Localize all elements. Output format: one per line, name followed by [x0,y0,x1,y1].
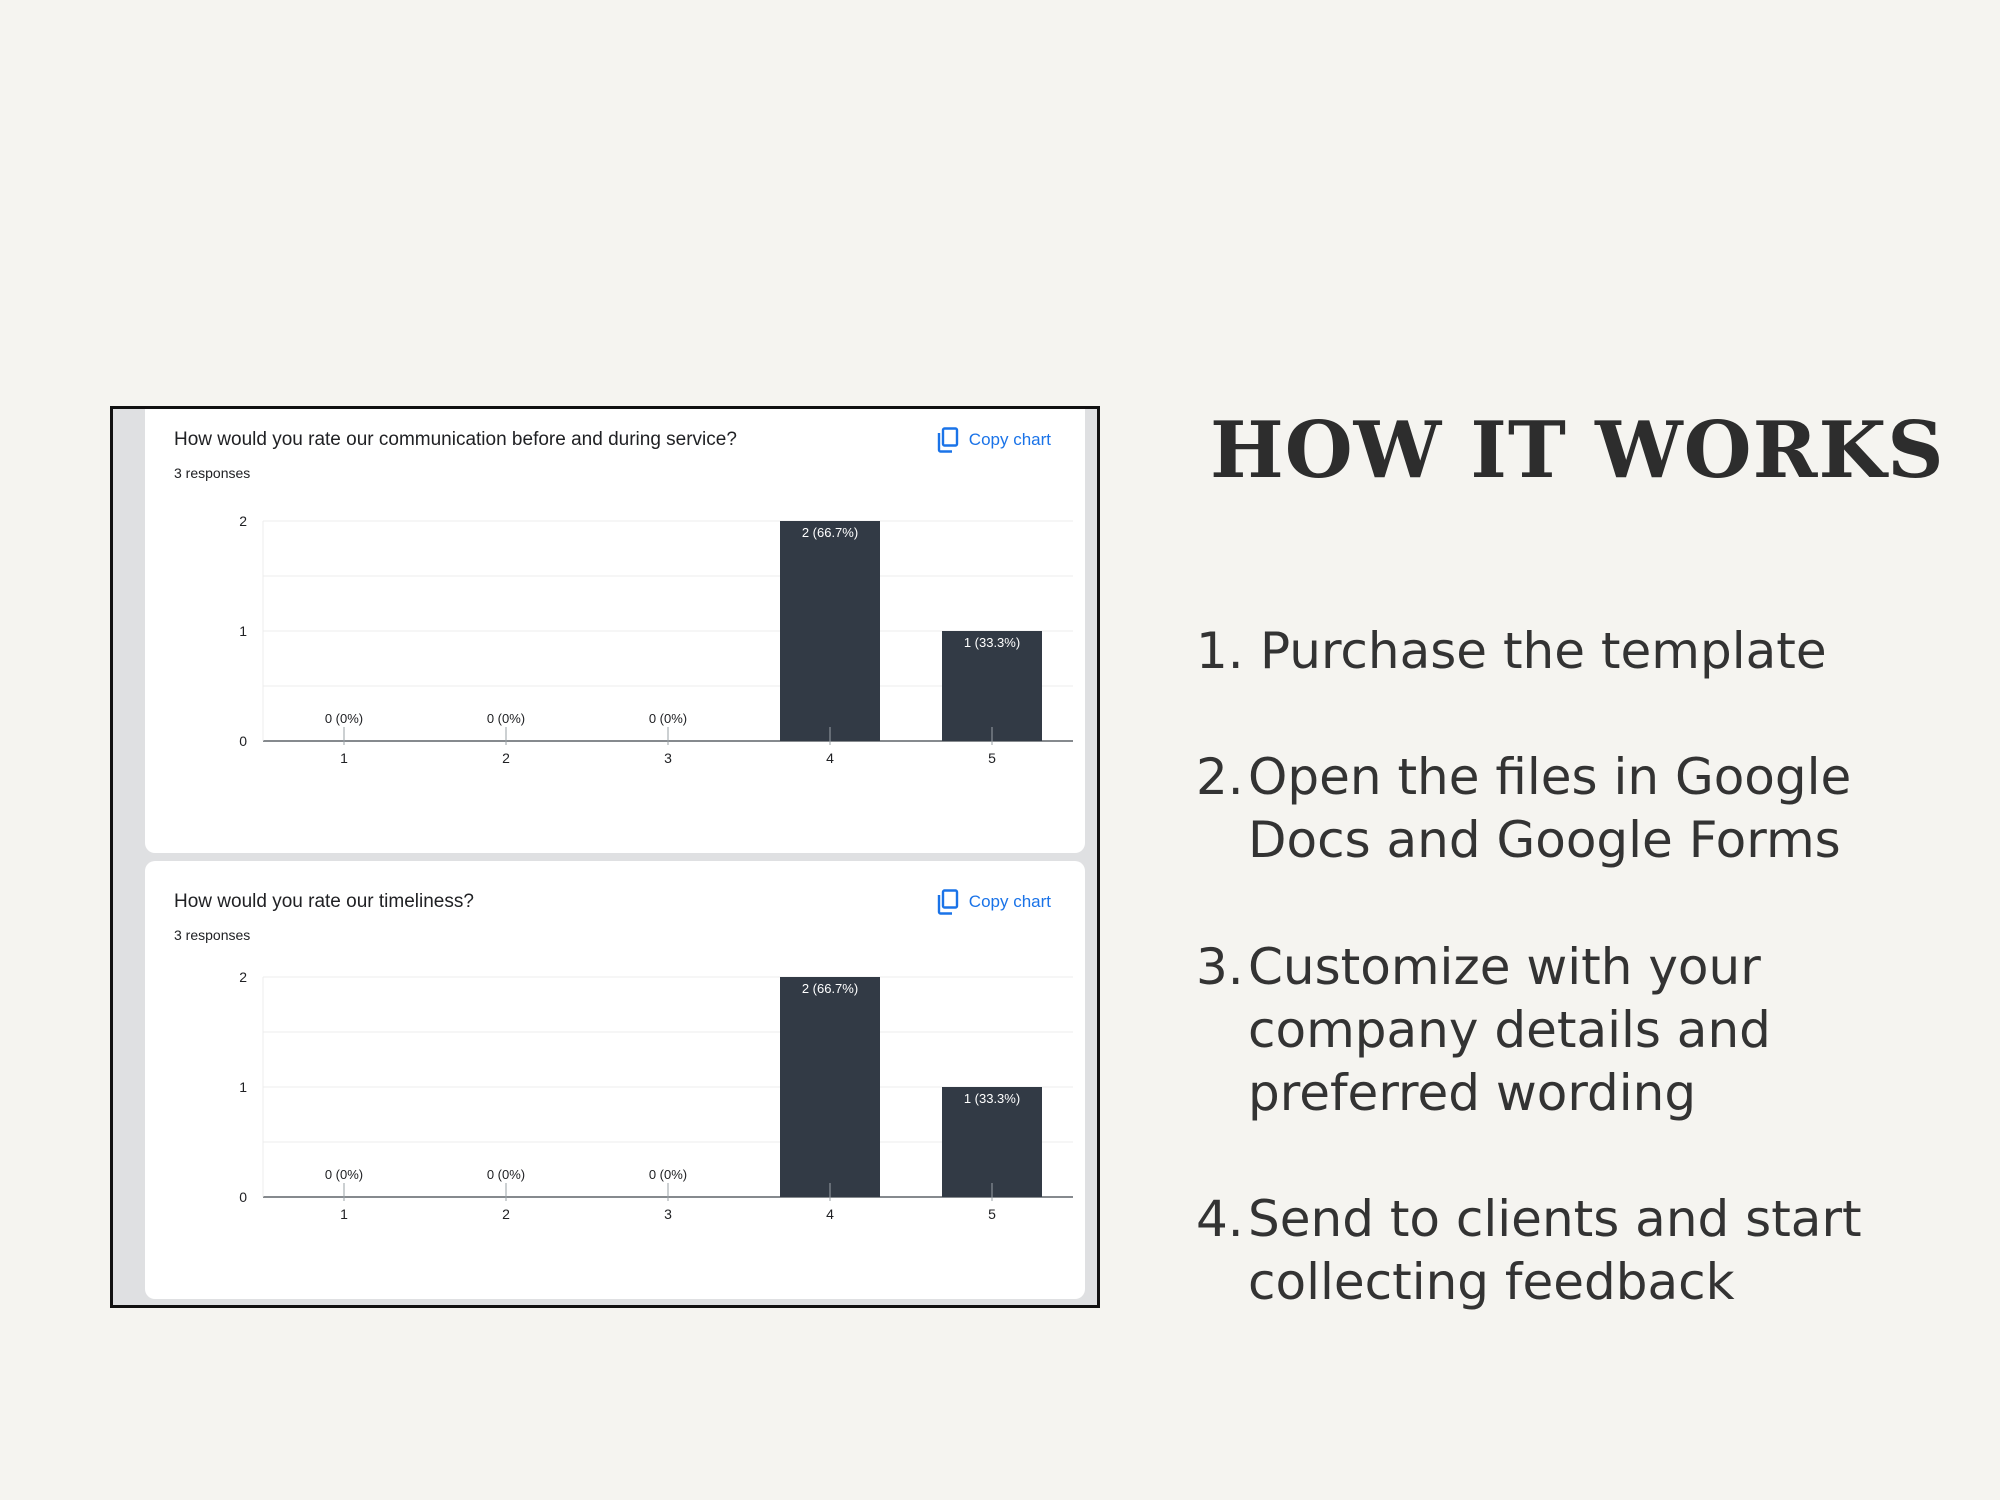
data-label: 1 (33.3%) [963,635,1021,650]
x-tick-label: 5 [988,1206,996,1222]
data-label: 0 (0%) [324,711,364,726]
forms-summary-screenshot [110,406,1100,1308]
data-label: 2 (66.7%) [801,981,859,996]
step-item [1196,620,1956,683]
x-tick-label: 3 [664,1206,672,1222]
y-tick-label: 2 [239,969,247,985]
y-tick-label: 0 [239,1189,247,1205]
data-label: 1 (33.3%) [963,1091,1021,1106]
x-tick-label: 4 [826,1206,834,1222]
x-tick-label: 5 [988,750,996,766]
step-text: Purchase the template [1260,622,1827,680]
x-tick-label: 2 [502,750,510,766]
data-label: 0 (0%) [486,711,526,726]
data-label: 0 (0%) [486,1167,526,1182]
step-item [1196,1188,1956,1314]
copy-chart-label: Copy chart [968,892,1051,911]
bar [780,521,880,741]
x-tick-label: 3 [664,750,672,766]
y-tick-label: 1 [239,1079,247,1095]
question-title: How would you rate our communication before and during service? [174,429,737,450]
step-text: Send to clients and start collecting feedback [1248,1190,1862,1311]
y-tick-label: 0 [239,733,247,749]
data-label: 0 (0%) [648,1167,688,1182]
data-label: 0 (0%) [648,711,688,726]
x-tick-label: 1 [340,1206,348,1222]
step-number: 1. [1196,622,1244,680]
step-text: Open the files in Google Docs and Google Forms [1248,748,1852,869]
step-item [1196,936,1956,1125]
step-number: 3. [1196,938,1244,996]
response-card [145,406,1085,853]
x-tick-label: 2 [502,1206,510,1222]
data-label: 0 (0%) [324,1167,364,1182]
y-tick-label: 2 [239,513,247,529]
x-tick-label: 1 [340,750,348,766]
step-text: Customize with your company details and preferred wording [1248,938,1771,1122]
step-item [1196,746,1956,872]
y-tick-label: 1 [239,623,247,639]
response-card [145,861,1085,1299]
copy-chart-label: Copy chart [968,430,1051,449]
question-title: How would you rate our timeliness? [174,891,474,912]
response-count: 3 responses [174,927,251,943]
bar-chart [145,406,1085,853]
response-count: 3 responses [174,465,251,481]
bar-chart [145,861,1085,1299]
step-number: 2. [1196,748,1244,806]
data-label: 2 (66.7%) [801,525,859,540]
page-title: HOW IT WORKS [1210,405,1945,496]
bar [780,977,880,1197]
step-number: 4. [1196,1190,1244,1248]
x-tick-label: 4 [826,750,834,766]
